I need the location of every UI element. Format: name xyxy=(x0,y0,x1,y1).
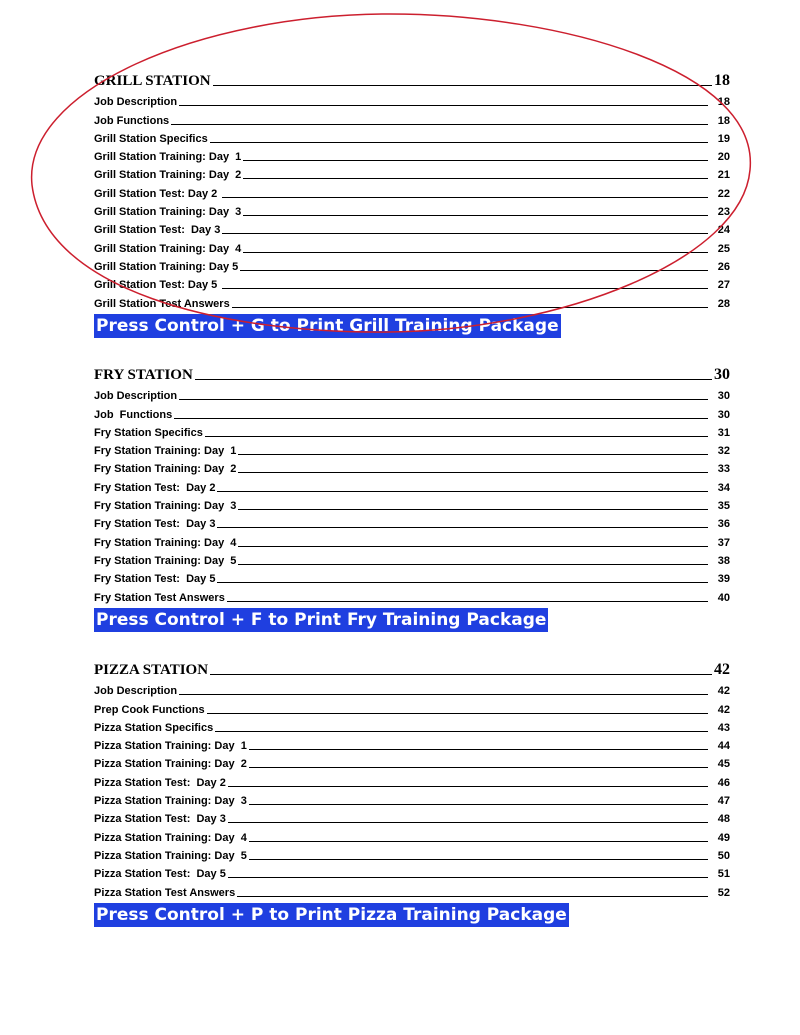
toc-entry[interactable] xyxy=(94,384,730,402)
toc-entry-label: Grill Station Test: Day 3 xyxy=(94,224,221,237)
toc-entry-label: Job Description xyxy=(94,96,178,109)
leader-line xyxy=(213,85,712,86)
toc-entry-label: Pizza Station Training: Day 3 xyxy=(94,795,247,808)
toc-entry[interactable] xyxy=(94,567,730,585)
leader-line xyxy=(243,215,708,216)
toc-entry-page-number: 31 xyxy=(717,426,730,439)
toc-entry[interactable] xyxy=(94,475,730,493)
toc-entry-page-number: 23 xyxy=(717,206,730,219)
toc-entry-label: Pizza Station Test: Day 2 xyxy=(94,776,226,789)
leader-line xyxy=(228,822,708,823)
leader-line xyxy=(217,491,708,492)
toc-entry[interactable] xyxy=(94,145,730,163)
toc-entry-label: Pizza Station Training: Day 1 xyxy=(94,740,247,753)
toc-entry-page-number: 33 xyxy=(717,463,730,476)
leader-line xyxy=(215,731,708,732)
leader-line xyxy=(207,713,708,714)
print-grill-package-button[interactable]: Press Control + G to Print Grill Training Package xyxy=(96,315,559,336)
leader-line xyxy=(228,786,708,787)
toc-entry-page-number: 51 xyxy=(717,868,730,881)
leader-line xyxy=(232,307,708,308)
leader-line xyxy=(227,601,708,602)
toc-entry-label: Pizza Station Training: Day 4 xyxy=(94,831,247,844)
toc-entry-label: Grill Station Training: Day 4 xyxy=(94,242,242,255)
toc-entry-page-number: 28 xyxy=(717,297,730,310)
toc-entry[interactable] xyxy=(94,127,730,145)
toc-entry[interactable] xyxy=(94,439,730,457)
toc-entry-page-number: 30 xyxy=(717,390,730,403)
toc-entry-label: Pizza Station Test: Day 5 xyxy=(94,868,226,881)
leader-line xyxy=(228,877,708,878)
toc-entry-label: Grill Station Test: Day 5 xyxy=(94,279,221,292)
toc-entry-page-number: 42 xyxy=(717,703,730,716)
section-title: GRILL STATION xyxy=(94,73,211,89)
leader-line xyxy=(238,472,708,473)
leader-line xyxy=(210,674,712,675)
leader-line xyxy=(179,105,708,106)
leader-line xyxy=(249,804,708,805)
leader-line xyxy=(243,160,708,161)
toc-entry[interactable] xyxy=(94,825,730,843)
toc-entry-page-number: 19 xyxy=(717,132,730,145)
toc-entry[interactable] xyxy=(94,402,730,420)
toc-entry-label: Fry Station Training: Day 4 xyxy=(94,536,237,549)
toc-entry-page-number: 37 xyxy=(717,536,730,549)
leader-line xyxy=(179,694,708,695)
toc-section-grill xyxy=(94,70,730,338)
toc-entry-label: Fry Station Training: Day 5 xyxy=(94,554,237,567)
toc-entry-page-number: 32 xyxy=(717,445,730,458)
leader-line xyxy=(217,527,708,528)
toc-entry-page-number: 18 xyxy=(717,96,730,109)
toc-entry[interactable] xyxy=(94,255,730,273)
toc-entry-label: Job Description xyxy=(94,390,178,403)
toc-entry-page-number: 40 xyxy=(717,591,730,604)
toc-section-fry xyxy=(94,364,730,632)
toc-entry-label: Pizza Station Specifics xyxy=(94,721,214,734)
toc-entry-page-number: 50 xyxy=(717,849,730,862)
toc-entry[interactable] xyxy=(94,844,730,862)
leader-line xyxy=(243,252,708,253)
toc-entry-label: Fry Station Test: Day 5 xyxy=(94,573,216,586)
toc-entry-label: Job Description xyxy=(94,685,178,698)
toc-entry-label: Grill Station Test: Day 2 xyxy=(94,187,221,200)
toc-entry[interactable] xyxy=(94,90,730,108)
toc-entry[interactable] xyxy=(94,549,730,567)
leader-line xyxy=(210,142,708,143)
toc-entry-page-number: 34 xyxy=(717,481,730,494)
leader-line xyxy=(249,767,708,768)
section-page-number: 42 xyxy=(714,661,730,678)
toc-entry[interactable] xyxy=(94,291,730,309)
section-page-number: 30 xyxy=(714,366,730,383)
leader-line xyxy=(238,509,708,510)
section-title: PIZZA STATION xyxy=(94,662,209,678)
leader-line xyxy=(179,399,708,400)
toc-entry-page-number: 45 xyxy=(717,758,730,771)
toc-entry-label: Fry Station Training: Day 1 xyxy=(94,445,237,458)
toc-entry[interactable] xyxy=(94,789,730,807)
toc-entry-page-number: 21 xyxy=(717,169,730,182)
toc-entry-page-number: 38 xyxy=(717,554,730,567)
toc-entry-page-number: 39 xyxy=(717,573,730,586)
toc-entry-label: Grill Station Training: Day 5 xyxy=(94,260,239,273)
leader-line xyxy=(222,197,708,198)
leader-line xyxy=(205,436,708,437)
toc-entry-page-number: 52 xyxy=(717,886,730,899)
leader-line xyxy=(240,270,708,271)
section-title: FRY STATION xyxy=(94,367,193,383)
toc-entry-label: Fry Station Specifics xyxy=(94,426,203,439)
toc-entry-page-number: 18 xyxy=(717,114,730,127)
toc-entry-label: Fry Station Training: Day 2 xyxy=(94,463,237,476)
toc-entry-page-number: 24 xyxy=(717,224,730,237)
toc-entry-page-number: 26 xyxy=(717,260,730,273)
toc-entry[interactable] xyxy=(94,770,730,788)
section-page-number: 18 xyxy=(714,72,730,89)
toc-entry-label: Job Functions xyxy=(94,408,173,421)
toc-entry[interactable] xyxy=(94,807,730,825)
toc-entry-label: Job Functions xyxy=(94,114,170,127)
toc-entry-page-number: 36 xyxy=(717,518,730,531)
toc-entry-label: Fry Station Test: Day 2 xyxy=(94,481,216,494)
toc-entry[interactable] xyxy=(94,862,730,880)
leader-line xyxy=(222,233,708,234)
toc-entry[interactable] xyxy=(94,163,730,181)
section-heading xyxy=(94,659,730,679)
toc-entry[interactable] xyxy=(94,530,730,548)
leader-line xyxy=(222,288,708,289)
toc-entry-label: Fry Station Test Answers xyxy=(94,591,225,604)
leader-line xyxy=(237,896,708,897)
toc-entry-label: Grill Station Training: Day 1 xyxy=(94,151,242,164)
toc-entry[interactable] xyxy=(94,734,730,752)
leader-line xyxy=(249,859,708,860)
toc-entry-page-number: 43 xyxy=(717,721,730,734)
leader-line xyxy=(238,564,708,565)
toc-entry-page-number: 25 xyxy=(717,242,730,255)
toc-entries xyxy=(94,679,730,899)
leader-line xyxy=(174,418,708,419)
toc-entry-label: Fry Station Training: Day 3 xyxy=(94,500,237,513)
toc-entry-page-number: 35 xyxy=(717,500,730,513)
toc-entry-label: Prep Cook Functions xyxy=(94,703,205,716)
toc-entry-page-number: 46 xyxy=(717,776,730,789)
toc-entry-label: Fry Station Test: Day 3 xyxy=(94,518,216,531)
toc-entry-page-number: 49 xyxy=(717,831,730,844)
toc-entry-label: Grill Station Test Answers xyxy=(94,297,230,310)
toc-entry[interactable] xyxy=(94,697,730,715)
toc-section-pizza xyxy=(94,659,730,927)
toc-entries xyxy=(94,384,730,604)
print-fry-package-button[interactable]: Press Control + F to Print Fry Training Package xyxy=(96,609,547,630)
print-pizza-package-button[interactable]: Press Control + P to Print Pizza Training Package xyxy=(96,904,567,925)
leader-line xyxy=(171,124,708,125)
section-heading xyxy=(94,364,730,384)
toc-entry-page-number: 30 xyxy=(717,408,730,421)
toc-entry[interactable] xyxy=(94,108,730,126)
leader-line xyxy=(249,749,708,750)
toc-entry-label: Pizza Station Training: Day 5 xyxy=(94,849,247,862)
toc-entries xyxy=(94,90,730,310)
leader-line xyxy=(217,582,708,583)
toc-entry-label: Pizza Station Test Answers xyxy=(94,886,236,899)
section-heading xyxy=(94,70,730,90)
leader-line xyxy=(238,454,708,455)
toc-entry[interactable] xyxy=(94,200,730,218)
toc-entry-page-number: 47 xyxy=(717,795,730,808)
toc-entry[interactable] xyxy=(94,494,730,512)
toc-entry[interactable] xyxy=(94,716,730,734)
toc-entry[interactable] xyxy=(94,585,730,603)
toc-entry-label: Pizza Station Training: Day 2 xyxy=(94,758,247,771)
leader-line xyxy=(238,546,708,547)
toc-entry[interactable] xyxy=(94,181,730,199)
toc-entry-label: Pizza Station Test: Day 3 xyxy=(94,813,226,826)
toc-entry[interactable] xyxy=(94,752,730,770)
leader-line xyxy=(249,841,708,842)
toc-entry[interactable] xyxy=(94,457,730,475)
toc-entry[interactable] xyxy=(94,679,730,697)
toc-entry-label: Grill Station Training: Day 3 xyxy=(94,206,242,219)
toc-entry-label: Grill Station Specifics xyxy=(94,132,208,145)
toc-entry[interactable] xyxy=(94,512,730,530)
toc-entry[interactable] xyxy=(94,880,730,898)
leader-line xyxy=(195,379,712,380)
toc-entry-page-number: 20 xyxy=(717,151,730,164)
toc-entry[interactable] xyxy=(94,218,730,236)
toc-entry[interactable] xyxy=(94,421,730,439)
toc-entry[interactable] xyxy=(94,273,730,291)
toc-entry-page-number: 42 xyxy=(717,685,730,698)
leader-line xyxy=(243,178,708,179)
toc-entry-page-number: 27 xyxy=(717,279,730,292)
toc-entry-page-number: 22 xyxy=(717,187,730,200)
toc-entry[interactable] xyxy=(94,236,730,254)
toc-entry-page-number: 48 xyxy=(717,813,730,826)
toc-entry-page-number: 44 xyxy=(717,740,730,753)
toc-entry-label: Grill Station Training: Day 2 xyxy=(94,169,242,182)
